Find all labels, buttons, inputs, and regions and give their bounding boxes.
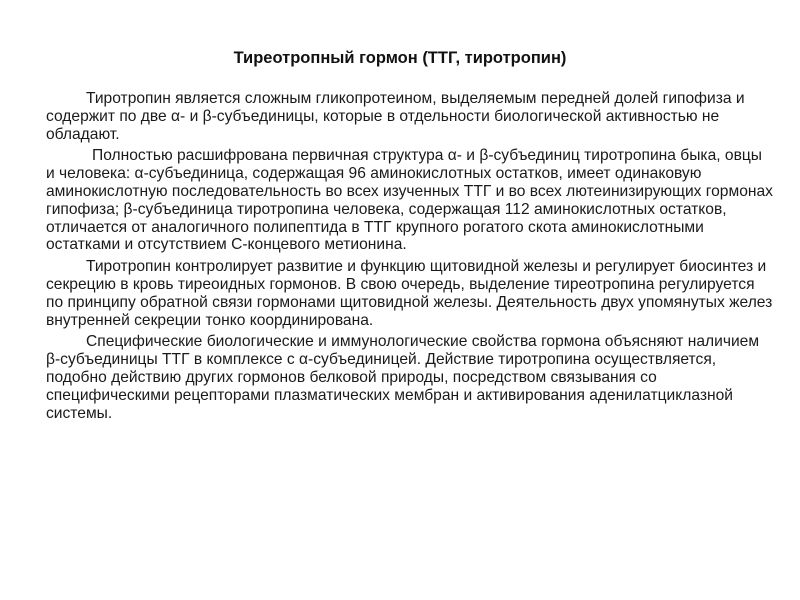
paragraph-4: Специфические биологические и иммунологические свойства гормона объясняют наличием β-субъединицы ТТГ в комплексе с α-субъединицей. Действие тиротропина осуществляется, подобно действию других гормонов белковой природы, посредством связывания со специфическими рецепторами плазматических мембран и активирования аденилатциклазной системы. <box>46 333 760 422</box>
paragraph-2: Полностью расшифрована первичная структура α- и β-субъединиц тиротропина быка, овцы и человека: α-субъединица, содержащая 96 аминокислотных остатков, имеет одинаковую аминокислотную последовательность во всех изученных ТТГ и во всех лютеинизирующих гормонах гипофиза; β-субъединица тиротропина человека, содержащая 112 аминокислотных остатков, отличается от аналогичного полипептида в ТТГ крупного рогатого скота аминокислотными остатками и отсутствием С-концевого метионина. <box>46 147 773 254</box>
paragraph-1: Тиротропин является сложным гликопротеином, выделяемым передней долей гипофиза и содержит по две α- и β-субъединицы, которые в отдельности биологической активностью не обладают. <box>46 90 745 143</box>
paragraph-3: Тиротропин контролирует развитие и функцию щитовидной железы и регулирует биосинтез и секрецию в кровь тиреоидных гормонов. В свою очередь, выделение тиреотропина регулируется по принципу обратной связи гормонами щитовидной железы. Деятельность двух упомянутых желез внутренней секреции тонко координирована. <box>46 258 773 329</box>
page-title: Тиреотропный гормон (ТТГ, тиротропин) <box>233 49 567 67</box>
body-text <box>46 90 774 426</box>
